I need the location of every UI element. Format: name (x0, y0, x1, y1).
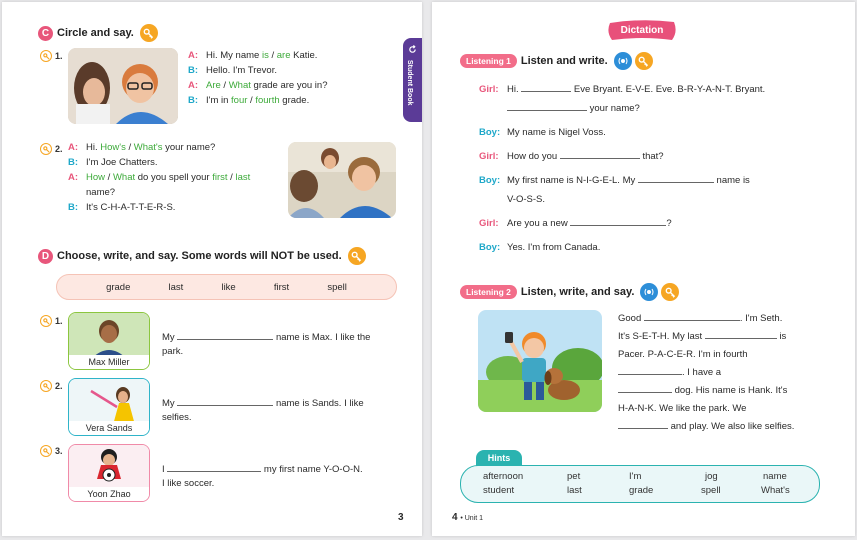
answer-blank[interactable] (705, 329, 777, 339)
section-d-title: Choose, write, and say. Some words will NOT be used. (57, 250, 342, 262)
section-d-header (38, 247, 366, 265)
answer-blank[interactable] (177, 396, 273, 406)
listening-1-dialogue: Girl: Hi. Eve Bryant. E-V-E. Eve. B-R-Y-A-N-T. Bryant. your name? Boy: My name is Nigel Voss. Girl: How do you that? Boy: My first name is N-I-G-E-L. My name is V-O-S-S. Girl: Are you a new ? Boy: Yes. I'm from Canada. (479, 84, 766, 253)
left-page (2, 2, 422, 536)
answer-blank[interactable] (570, 216, 666, 226)
hint-word: name (763, 471, 787, 482)
answer-blank[interactable] (560, 149, 640, 159)
answer-blank[interactable] (618, 383, 672, 393)
d-item-1-text: My name is Max. I like the park. (162, 332, 371, 357)
d-item-1-number: 1. (40, 315, 63, 327)
dialogue-1: A: Hi. My name is / are Katie. B: Hello. I'm Trevor. A: Are / What grade are you in? B: I'm in four / fourth grade. (188, 50, 328, 106)
word-bank-item: first (273, 281, 290, 293)
illustration-seth-dog (478, 310, 602, 412)
hint-word: afternoon (483, 471, 524, 482)
option-four[interactable]: four (231, 95, 248, 106)
page-number: 4 • Unit 1 (452, 512, 484, 523)
key-icon[interactable] (40, 50, 52, 62)
word-bank-item: last (168, 281, 184, 293)
audio-icon[interactable] (614, 52, 632, 70)
answer-blank[interactable] (177, 330, 273, 340)
listening-2-label: Listening 2 (460, 285, 517, 299)
hint-word: pet (567, 471, 581, 482)
key-icon[interactable] (348, 247, 366, 265)
section-c-header (38, 24, 158, 42)
key-icon[interactable] (40, 143, 52, 155)
hint-word: student (483, 485, 515, 496)
listening-1-label: Listening 1 (460, 54, 517, 68)
option-fourth[interactable]: fourth (255, 95, 280, 106)
word-bank (56, 274, 397, 300)
photo-joe-chatters (288, 142, 396, 218)
answer-blank[interactable] (521, 82, 571, 92)
hint-word: I'm (629, 471, 642, 482)
kid-name: Max Miller (69, 355, 149, 369)
option-hows[interactable]: How's (100, 142, 126, 153)
section-c-title: Circle and say. (57, 27, 134, 39)
word-bank-item: spell (327, 281, 347, 293)
section-c-letter: C (38, 26, 53, 41)
item-2-number: 2. (40, 143, 63, 155)
right-page (432, 2, 855, 536)
kid-name: Yoon Zhao (69, 487, 149, 501)
key-icon[interactable] (40, 380, 52, 392)
option-what-2[interactable]: What (112, 172, 136, 183)
page-number: 3 (398, 512, 404, 523)
word-bank-item: grade (106, 281, 131, 293)
answer-blank[interactable] (167, 462, 261, 472)
key-icon[interactable] (661, 283, 679, 301)
answer-blank[interactable] (644, 311, 740, 321)
card-max-miller (68, 312, 150, 370)
item-1-number: 1. (40, 50, 63, 62)
hints-box (460, 465, 820, 503)
d-item-3-number: 3. (40, 445, 63, 457)
listening-1-title: Listen and write. (520, 55, 608, 67)
key-icon[interactable] (635, 52, 653, 70)
section-d-letter: D (38, 249, 53, 264)
photo-katie-trevor (68, 48, 178, 124)
card-yoon-zhao (68, 444, 150, 502)
option-are[interactable]: are (276, 50, 291, 61)
option-how[interactable]: How (86, 172, 106, 183)
d-item-2-text: My name is Sands. I like selfies. (162, 398, 364, 423)
option-are-q[interactable]: Are (206, 80, 221, 91)
hint-word: jog (705, 471, 718, 482)
listening-2-title: Listen, write, and say. (520, 286, 635, 298)
hint-word: last (567, 485, 582, 496)
d-item-2-number: 2. (40, 380, 63, 392)
audio-icon[interactable] (640, 283, 658, 301)
dialogue-2: A: Hi. How's / What's your name? B: I'm Joe Chatters. A: How / What do you spell your first / last name? B: It's C-H-A-T-T-E-R-S. (68, 142, 251, 213)
key-icon[interactable] (40, 445, 52, 457)
answer-blank[interactable] (638, 173, 714, 183)
student-book-tab[interactable] (403, 38, 422, 122)
answer-blank[interactable] (618, 365, 682, 375)
option-what[interactable]: What (228, 80, 251, 91)
dictation-banner: Dictation (606, 20, 678, 42)
hint-word: spell (701, 485, 721, 496)
listening-2-header (460, 283, 679, 301)
key-icon[interactable] (40, 315, 52, 327)
kid-name: Vera Sands (69, 421, 149, 435)
option-whats[interactable]: What's (133, 142, 163, 153)
listening-1-header (460, 52, 653, 70)
tab-label: Student Book (406, 60, 413, 106)
answer-blank[interactable] (618, 419, 668, 429)
card-vera-sands (68, 378, 150, 436)
option-is[interactable]: is (261, 50, 269, 61)
key-icon[interactable] (140, 24, 158, 42)
refresh-icon (408, 45, 417, 54)
answer-blank[interactable] (507, 101, 587, 111)
hint-word: What's (761, 485, 790, 496)
listening-2-text: Good . I'm Seth. It's S-E-T-H. My last is Pacer. P-A-C-E-R. I'm in fourth . I have a dog. His name is Hank. It's H-A-N-K. We like the park. We and play. We also like selfies. (618, 313, 795, 432)
option-first[interactable]: first (212, 172, 228, 183)
option-last[interactable]: last (235, 172, 251, 183)
d-item-3-text: I my first name Y-O-O-N. I like soccer. (162, 464, 363, 489)
hint-word: grade (629, 485, 654, 496)
word-bank-item: like (221, 281, 236, 293)
hints-label: Hints (476, 450, 522, 467)
